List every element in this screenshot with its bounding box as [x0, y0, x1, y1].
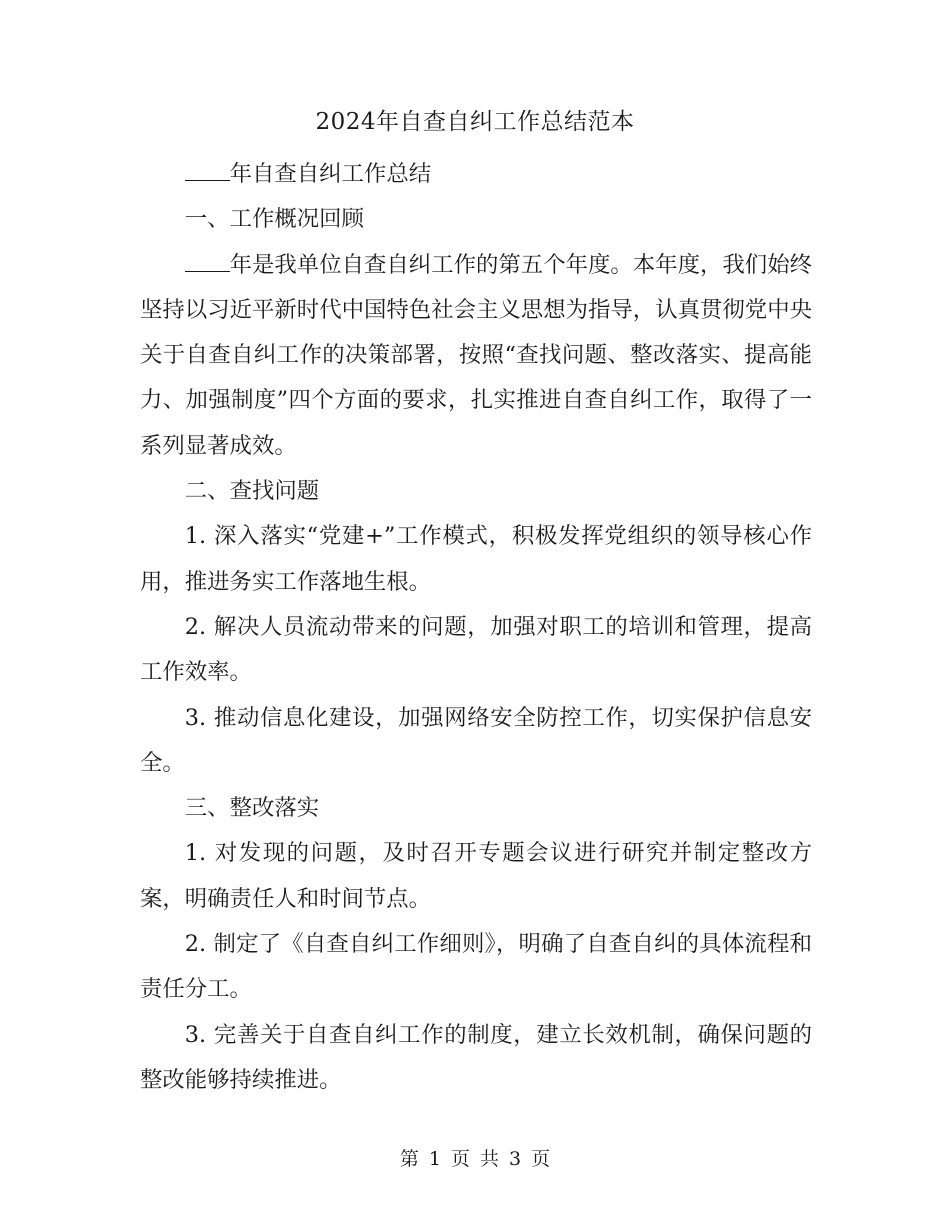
page-footer: 第 1 页 共 3 页	[399, 1148, 551, 1170]
list-item: 2. 解决人员流动带来的问题，加强对职工的培训和管理，提高工作效率。	[140, 613, 812, 686]
list-item: 3. 推动信息化建设，加强网络安全防控工作，切实保护信息安全。	[140, 704, 812, 776]
paragraph-text: 年是我单位自查自纠工作的第五个年度。本年度，我们始终坚持以习近平新时代中国特色社会主义思想为指导，认真贯彻党中央关于自查自纠工作的决策部署，按照“查找问题、整改落实、提高能力、加强制度”四个方面的要求，扎实推进自查自纠工作，取得了一系列显著成效。	[140, 251, 812, 459]
blank-underline	[185, 159, 230, 181]
document-title: 2024年自查自纠工作总结范本	[315, 109, 635, 135]
paragraph-subtitle	[140, 152, 812, 197]
section-heading: 一、工作概况回顾	[184, 206, 364, 233]
blank-underline	[185, 249, 230, 271]
list-item: 2. 制定了《自查自纠工作细则》，明确了自查自纠的具体流程和责任分工。	[140, 931, 812, 1003]
document-body	[140, 152, 812, 1103]
paragraph-text: 年自查自纠工作总结	[229, 161, 432, 187]
section-heading: 三、整改落实	[184, 795, 320, 822]
paragraph-overview	[140, 243, 812, 469]
list-item: 1. 深入落实“党建+”工作模式，积极发挥党组织的领导核心作用，推进务实工作落地生根。	[140, 523, 812, 595]
section-heading: 二、查找问题	[184, 478, 320, 505]
list-item: 1. 对发现的问题，及时召开专题会议进行研究并制定整改方案，明确责任人和时间节点。	[140, 840, 812, 912]
list-item: 3. 完善关于自查自纠工作的制度，建立长效机制，确保问题的整改能够持续推进。	[140, 1021, 812, 1093]
